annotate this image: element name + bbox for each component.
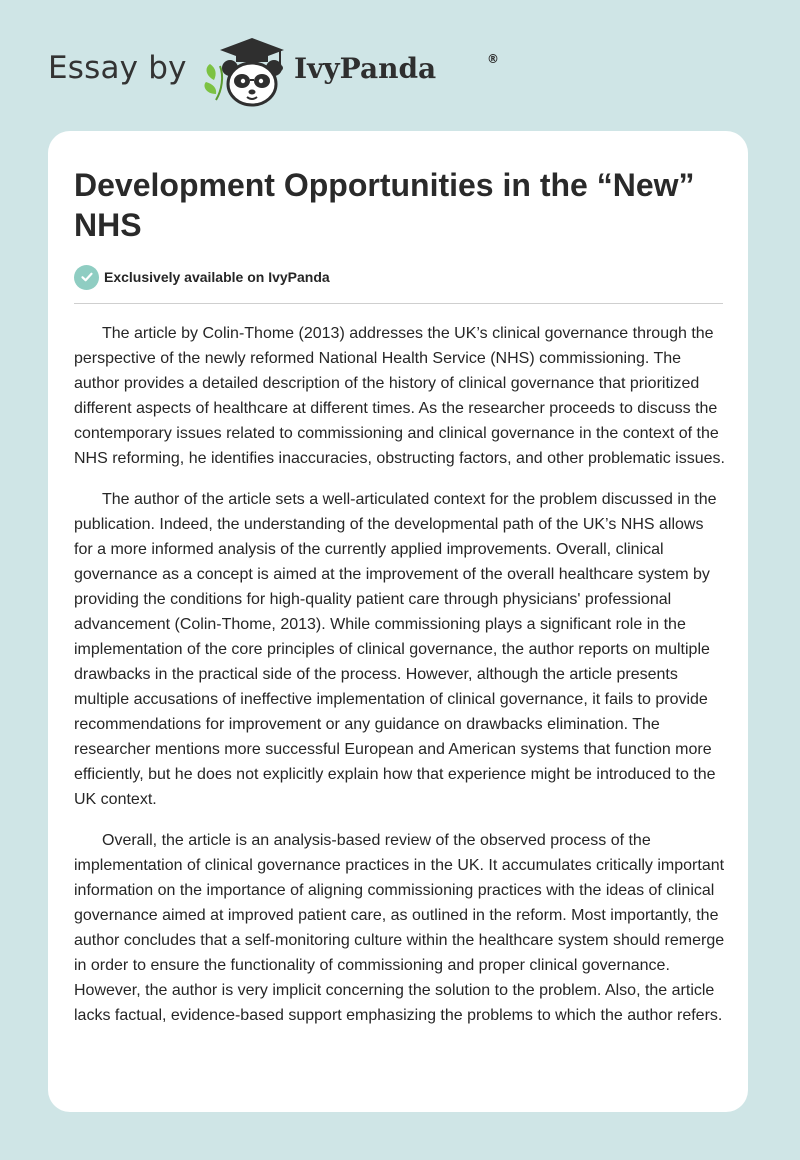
essay-body <box>74 321 726 1044</box>
registered-mark: ® <box>487 52 499 66</box>
paragraph: The author of the article sets a well-articulated context for the problem discussed in the publication. Indeed, the understanding of the developmental path of the UK’s NHS allows for a more informed analysis of the currently applied improvements. Overall, clinical governance as a concept is aimed at the improvement of the overall healthcare system by providing the conditions for high-quality patient care through physicians' professional advancement (Colin-Thome, 2013). While commissioning plays a significant role in the implementation of the core principles of clinical governance, the author reports on multiple drawbacks in the practical side of the process. However, although the article presents multiple accusations of ineffective implementation of clinical governance, it fails to provide recommendations for improvement or any guidance on drawbacks elimination. The researcher mentions more successful European and American systems that function more efficiently, but he does not explicitly explain how that experience might be introduced to the UK context. <box>74 491 717 808</box>
badge-label: Exclusively available on IvyPanda <box>104 269 330 285</box>
ivypanda-logo-text[interactable]: IvyPanda <box>294 52 437 85</box>
divider <box>74 303 723 304</box>
leaf-icon <box>204 64 222 100</box>
paragraph: The article by Colin-Thome (2013) addresses the UK’s clinical governance through the perspective of the newly reformed National Health Service (NHS) commissioning. The author provides a detailed description of the history of clinical governance that prioritized different aspects of healthcare at different times. As the researcher proceeds to discuss the contemporary issues related to commissioning and clinical governance in the context of the NHS reforming, he identifies inaccuracies, obstructing factors, and other problematic issues. <box>74 325 725 467</box>
panda-graduate-icon <box>200 36 290 108</box>
essay-card <box>48 131 748 1112</box>
check-icon <box>74 265 99 290</box>
paragraph: Overall, the article is an analysis-based review of the observed process of the implementation of clinical governance practices in the UK. It accumulates critically important information on the importance of aligning commissioning practices with the ideas of clinical governance aimed at improved patient care, as outlined in the reform. Most importantly, the author concludes that a self-monitoring culture within the healthcare system should remerge in order to ensure the functionality of commissioning and proper clinical governance. However, the author is very implicit concerning the solution to the problem. Also, the article lacks factual, evidence-based support emphasizing the problems to which the author refers. <box>74 832 725 1024</box>
site-header <box>48 36 499 108</box>
essay-by-label: Essay by <box>48 50 187 86</box>
exclusive-badge <box>74 264 330 290</box>
page-title: Development Opportunities in the “New” NHS <box>74 167 695 243</box>
